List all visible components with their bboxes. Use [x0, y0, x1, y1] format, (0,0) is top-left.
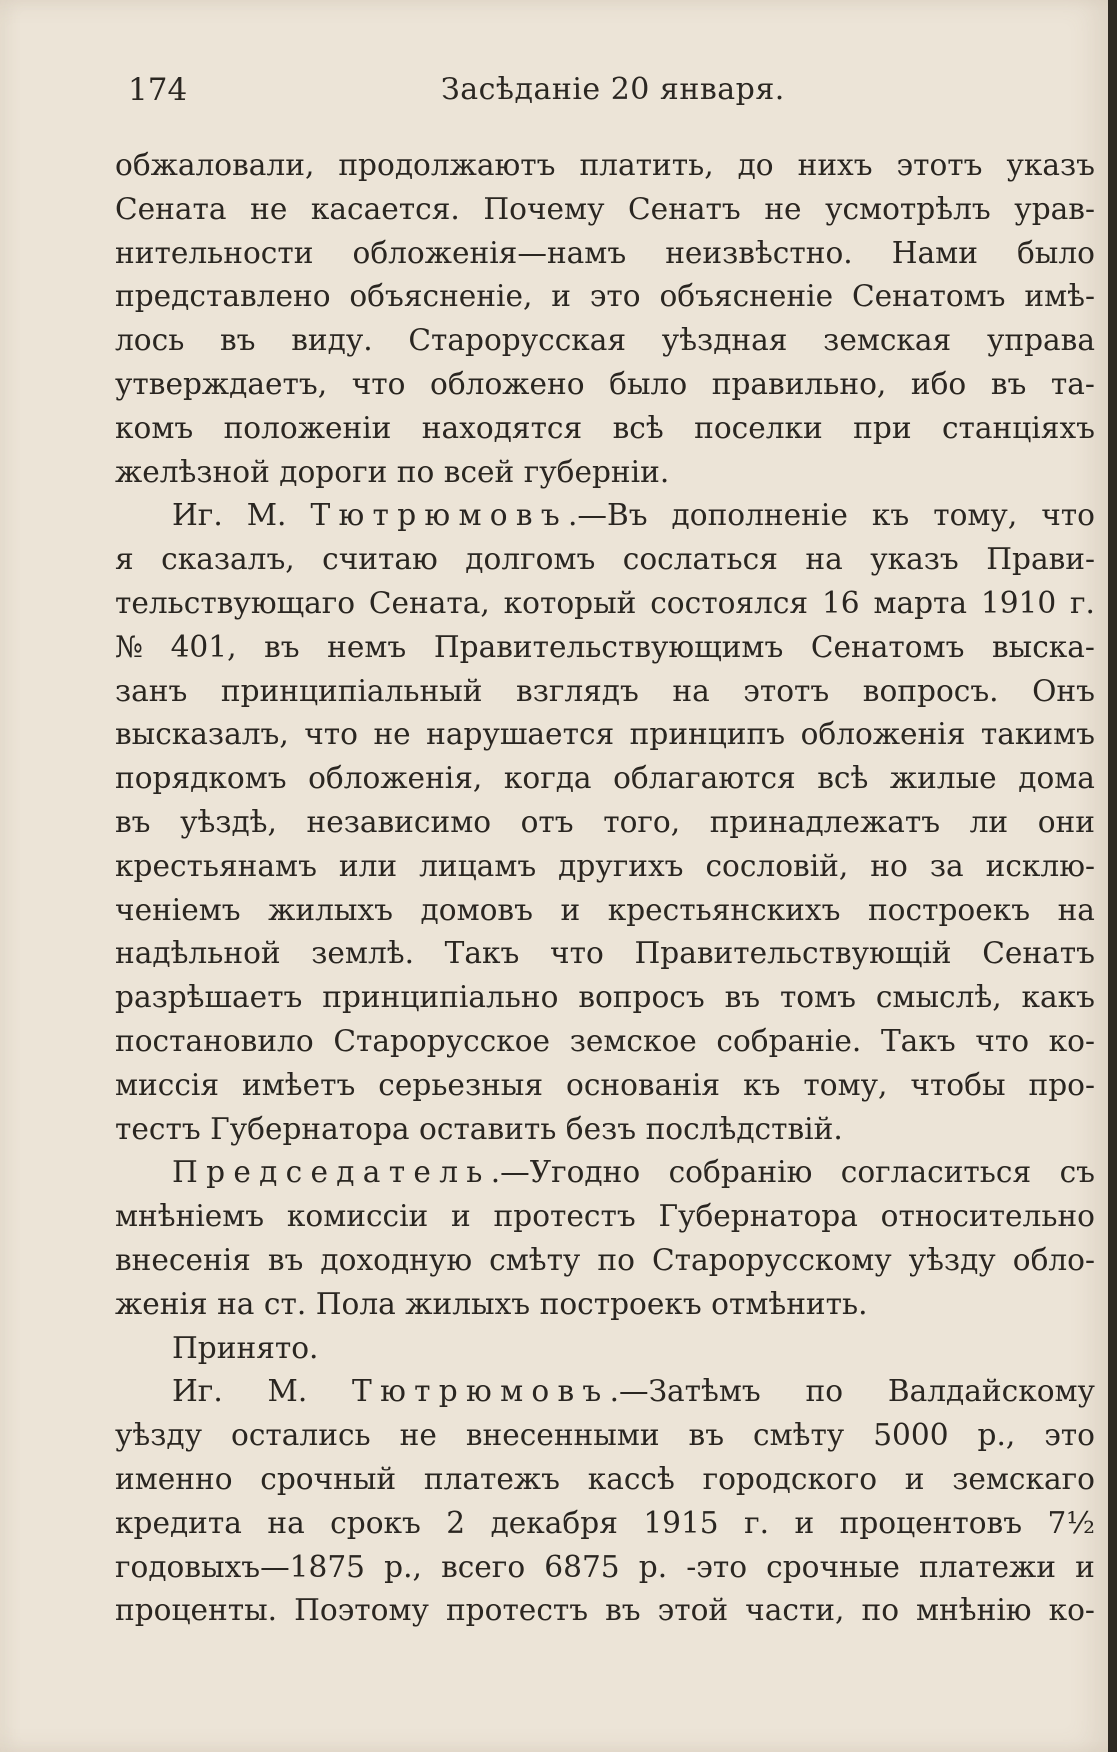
word: сословій, — [705, 848, 849, 883]
word: было — [1016, 235, 1095, 270]
word: къ — [743, 1067, 781, 1102]
word: серьезныя — [378, 1067, 544, 1102]
word: этотъ — [743, 673, 830, 708]
word: въ — [688, 1418, 725, 1453]
word: земская — [823, 323, 952, 358]
word: немъ — [327, 629, 407, 664]
text-line — [115, 1546, 1095, 1590]
word: долгомъ — [465, 542, 596, 577]
word: г. — [1070, 585, 1095, 620]
word: Сената, — [368, 585, 490, 620]
word: дополненіе — [671, 498, 848, 533]
word: объясненіе, — [349, 279, 533, 314]
word: Тютрюмовъ.—Затѣмъ — [352, 1374, 761, 1409]
word: Такъ — [444, 936, 520, 971]
text-line — [115, 1239, 1095, 1283]
word: Поэтому — [294, 1593, 429, 1628]
text-line — [115, 407, 1095, 451]
word: вопросъ. — [862, 673, 999, 708]
word: по — [861, 1593, 900, 1628]
word: уѣздѣ, — [180, 804, 277, 839]
word: собранію — [668, 1155, 813, 1190]
word: губерніи. — [523, 454, 670, 489]
text-line — [115, 801, 1095, 845]
word: 16 — [821, 585, 860, 620]
page-number: 174 — [128, 72, 188, 108]
word: Правительствующимъ — [433, 629, 784, 664]
word: станціяхъ — [941, 410, 1095, 445]
text-line — [115, 713, 1095, 757]
word: и — [451, 1199, 471, 1234]
word: земское — [569, 1023, 697, 1058]
text-line — [115, 494, 1095, 538]
word: мнѣніемъ — [115, 1199, 265, 1234]
word: всѣ — [817, 761, 869, 796]
word: по — [597, 1242, 635, 1277]
word: когда — [503, 761, 592, 796]
word: имѣ- — [1024, 279, 1095, 314]
text-line — [115, 757, 1095, 801]
word: урав- — [1014, 191, 1095, 226]
word: Сенатомъ — [810, 629, 965, 664]
word: Пола — [315, 1286, 396, 1321]
word: тестъ — [115, 1111, 201, 1146]
word: лось — [115, 323, 185, 358]
word: вопросъ — [578, 980, 705, 1015]
word: нихъ — [797, 148, 873, 182]
word: принципъ — [629, 717, 786, 752]
word: въ — [605, 1593, 641, 1628]
text-line — [115, 232, 1095, 276]
word: обложенія—намъ — [352, 235, 627, 270]
word: жилыхъ — [268, 892, 393, 927]
running-title: Засѣданіе 20 января. — [441, 72, 785, 107]
word: отмѣнить. — [711, 1286, 868, 1321]
word: что — [351, 366, 406, 401]
word: Председатель.—Угодно — [172, 1155, 641, 1190]
word: но — [870, 848, 908, 883]
text-line — [115, 626, 1095, 670]
word: облагаются — [613, 761, 796, 796]
word: въ — [990, 366, 1027, 401]
word: срокъ — [330, 1505, 421, 1540]
text-line — [115, 1108, 1095, 1152]
word: независимо — [306, 804, 492, 839]
word: мнѣнію — [916, 1593, 1032, 1628]
word: 1915 — [643, 1505, 719, 1540]
word: уѣздная — [661, 323, 788, 358]
word: такимъ — [980, 717, 1095, 752]
word: согласиться — [840, 1155, 1032, 1190]
word: годовыхъ—1875 — [115, 1549, 366, 1584]
word: кредита — [115, 1505, 242, 1540]
page-edge-shadow — [1108, 0, 1117, 1752]
word: именно — [115, 1461, 233, 1496]
word: выска- — [992, 629, 1095, 664]
word: въ — [115, 804, 151, 839]
word: указъ — [1006, 148, 1095, 182]
word: платежи — [919, 1549, 1057, 1584]
text-line — [115, 363, 1095, 407]
word: про- — [1028, 1067, 1095, 1102]
word: не — [373, 717, 411, 752]
word: находятся — [421, 410, 583, 445]
text-line — [115, 1414, 1095, 1458]
word: указъ — [870, 542, 959, 577]
word: на — [805, 542, 843, 577]
text-line — [115, 932, 1095, 976]
word: землѣ. — [311, 936, 415, 971]
word: послѣдствій. — [645, 1111, 843, 1146]
word: того, — [603, 804, 681, 839]
word: и — [1075, 1549, 1095, 1584]
word: высказалъ, — [115, 717, 289, 752]
word: ченіемъ — [115, 892, 241, 927]
word: кассѣ — [587, 1461, 675, 1496]
word: построекъ — [867, 892, 1031, 927]
word: 2 — [446, 1505, 466, 1540]
word: Иг. — [172, 1374, 223, 1409]
word: это — [589, 279, 641, 314]
word: поселки — [694, 410, 823, 445]
word: платить, — [579, 148, 714, 182]
word: они — [1037, 804, 1095, 839]
word: Иг. — [172, 498, 223, 533]
text-line — [115, 451, 1095, 495]
word: что — [1041, 498, 1095, 533]
text-line — [115, 275, 1095, 319]
word: томъ — [779, 980, 856, 1015]
text-line — [115, 1064, 1095, 1108]
word: протестъ — [493, 1199, 636, 1234]
word: г. — [744, 1505, 769, 1540]
word: продолжаютъ — [338, 148, 556, 182]
word: что — [550, 936, 604, 971]
word: ко- — [1048, 1023, 1095, 1058]
word: уѣзду — [908, 1242, 996, 1277]
text-line — [115, 1502, 1095, 1546]
word: считаю — [322, 542, 438, 577]
word: р. — [638, 1549, 668, 1584]
word: Валдайскому — [887, 1374, 1095, 1409]
word: ко- — [1048, 1593, 1095, 1628]
word: имѣетъ — [242, 1067, 356, 1102]
word: это — [1044, 1418, 1095, 1453]
word: занъ — [115, 673, 188, 708]
text-line — [115, 582, 1095, 626]
word: Губернатора — [210, 1111, 410, 1146]
word: дороги — [279, 454, 388, 489]
word: не — [399, 1418, 437, 1453]
word: тельствующаго — [115, 585, 356, 620]
word: этотъ — [896, 148, 983, 182]
text-line — [115, 144, 1095, 188]
word: сказалъ, — [161, 542, 295, 577]
word: тому, — [933, 498, 1018, 533]
word: въ — [264, 629, 300, 664]
word: смѣту — [753, 1418, 845, 1453]
word: миссія — [115, 1067, 220, 1102]
word: отъ — [520, 804, 574, 839]
word: М. — [246, 498, 287, 533]
text-line — [115, 889, 1095, 933]
word: ли — [969, 804, 1009, 839]
word: на — [1057, 892, 1095, 927]
word: и — [794, 1505, 815, 1540]
word: Онъ — [1032, 673, 1095, 708]
text-line — [115, 1370, 1095, 1414]
text-line — [115, 1195, 1095, 1239]
word: ибо — [910, 366, 967, 401]
word: не — [764, 191, 802, 226]
text-line — [115, 319, 1095, 363]
word: до — [737, 148, 774, 182]
word: протестъ — [445, 1593, 589, 1628]
word: обложенія — [800, 717, 966, 752]
word: утверждаетъ, — [115, 366, 328, 401]
word: домовъ — [420, 892, 533, 927]
word: дома — [1018, 761, 1095, 796]
word: внесенія — [115, 1242, 251, 1277]
word: при — [853, 410, 912, 445]
word: и — [560, 892, 581, 927]
word: какъ — [1021, 980, 1095, 1015]
word: касается. — [310, 191, 460, 226]
word: лицамъ — [419, 848, 537, 883]
word: построекъ — [539, 1286, 702, 1321]
word: чтобы — [910, 1067, 1006, 1102]
word: Тютрюмовъ.—Въ — [310, 498, 648, 533]
word: относительно — [880, 1199, 1095, 1234]
text-line — [115, 845, 1095, 889]
word: женія — [115, 1286, 208, 1321]
text-line — [115, 1151, 1095, 1195]
word: Сенатъ — [628, 191, 741, 226]
word: сослаться — [622, 542, 778, 577]
word: я — [115, 542, 134, 577]
word: въ — [724, 980, 761, 1015]
word: ст. — [263, 1286, 307, 1321]
word: за — [929, 848, 964, 883]
word: который — [503, 585, 637, 620]
word: представлено — [115, 279, 331, 314]
word: городского — [702, 1461, 878, 1496]
word: остались — [231, 1418, 371, 1453]
word: усмотрѣлъ — [825, 191, 991, 226]
word: на — [672, 673, 710, 708]
word: доходную — [320, 1242, 473, 1277]
word: р., — [384, 1549, 422, 1584]
word: части, — [745, 1593, 845, 1628]
word: Такъ — [880, 1023, 956, 1058]
text-line — [115, 1283, 1095, 1327]
word: другихъ — [558, 848, 684, 883]
word: марта — [873, 585, 968, 620]
word: взглядъ — [516, 673, 639, 708]
word: Старорусская — [408, 323, 627, 358]
word: въ — [220, 323, 256, 358]
word: проценты. — [115, 1593, 278, 1628]
word: безъ — [565, 1111, 637, 1146]
word: 5000 — [873, 1418, 949, 1453]
word: не — [250, 191, 288, 226]
word: обложенія, — [308, 761, 483, 796]
text-line — [115, 670, 1095, 714]
word: нарушается — [426, 717, 615, 752]
word: платежъ — [423, 1461, 560, 1496]
word: Старорусскому — [651, 1242, 892, 1277]
word: обло- — [1012, 1242, 1095, 1277]
word: внесенными — [465, 1418, 660, 1453]
word: 1910 — [980, 585, 1057, 620]
word: уѣзду — [115, 1418, 203, 1453]
word: Правительствующій — [634, 936, 952, 971]
word: комиссіи — [286, 1199, 429, 1234]
word: принципіальный — [220, 673, 483, 708]
word: № — [115, 629, 144, 664]
word: виду. — [291, 323, 373, 358]
word: обжаловали, — [115, 148, 315, 182]
word: -это — [686, 1549, 748, 1584]
text-line — [115, 1589, 1095, 1633]
text-line — [115, 1458, 1095, 1502]
word: Сенатомъ — [851, 279, 1006, 314]
word: процентовъ — [839, 1505, 1023, 1540]
word: состоялся — [650, 585, 809, 620]
word: на — [217, 1286, 255, 1321]
word: Старорусское — [333, 1023, 551, 1058]
word: собраніе. — [716, 1023, 862, 1058]
text-line — [115, 538, 1095, 582]
word: Сенатъ — [982, 936, 1095, 971]
word: объясненіе — [659, 279, 834, 314]
word: принадлежатъ — [709, 804, 941, 839]
word: срочный — [260, 1461, 397, 1496]
word: разрѣшаетъ — [115, 980, 303, 1015]
page-header — [0, 72, 1112, 112]
word: Сената — [115, 191, 227, 226]
word: на — [267, 1505, 305, 1540]
word: къ — [871, 498, 910, 533]
word: крестьянамъ — [115, 848, 317, 883]
text-line — [115, 1020, 1095, 1064]
word: обложено — [430, 366, 585, 401]
word: правильно, — [711, 366, 887, 401]
word: оставить — [419, 1111, 557, 1146]
word: или — [338, 848, 398, 883]
word: срочные — [766, 1549, 900, 1584]
word: этой — [657, 1593, 729, 1628]
word: по — [805, 1374, 844, 1409]
word: и — [904, 1461, 925, 1496]
text-line — [115, 188, 1095, 232]
word: всей — [443, 454, 515, 489]
word: всѣ — [612, 410, 664, 445]
word: Нами — [891, 235, 978, 270]
word: М. — [267, 1374, 308, 1409]
word: 401, — [170, 629, 237, 664]
text-line — [115, 1327, 1095, 1371]
word: нительности — [115, 235, 314, 270]
word: что — [975, 1023, 1030, 1058]
word: Губернатора — [658, 1199, 858, 1234]
word: тому, — [803, 1067, 888, 1102]
word: смѣту — [489, 1242, 581, 1277]
word: всего — [441, 1549, 526, 1584]
word: основанія — [566, 1067, 721, 1102]
word: жилые — [889, 761, 997, 796]
word: Прави- — [986, 542, 1095, 577]
word: та- — [1050, 366, 1095, 401]
word: жилыхъ — [405, 1286, 531, 1321]
word: крестьянскихъ — [607, 892, 841, 927]
word: 7½ — [1047, 1505, 1095, 1540]
body-text — [115, 144, 1095, 1633]
text-line — [115, 976, 1095, 1020]
word: 6875 — [544, 1549, 620, 1584]
word: смыслѣ, — [875, 980, 1002, 1015]
word: и — [551, 279, 571, 314]
word: управа — [986, 323, 1095, 358]
word: земскаго — [952, 1461, 1095, 1496]
word: по — [396, 454, 435, 489]
word: надѣльной — [115, 936, 281, 971]
word: комъ — [115, 410, 194, 445]
word: что — [304, 717, 358, 752]
word: Почему — [483, 191, 605, 226]
word: Принято. — [172, 1330, 319, 1365]
word: постановило — [115, 1023, 314, 1058]
word: исклю- — [985, 848, 1095, 883]
word: было — [609, 366, 688, 401]
word: неизвѣстно. — [665, 235, 853, 270]
word: р., — [977, 1418, 1016, 1453]
word: порядкомъ — [115, 761, 287, 796]
word: желѣзной — [115, 454, 270, 489]
word: въ — [267, 1242, 304, 1277]
word: съ — [1059, 1155, 1095, 1190]
word: декабря — [490, 1505, 618, 1540]
word: положеніи — [223, 410, 392, 445]
word: принципіально — [322, 980, 559, 1015]
